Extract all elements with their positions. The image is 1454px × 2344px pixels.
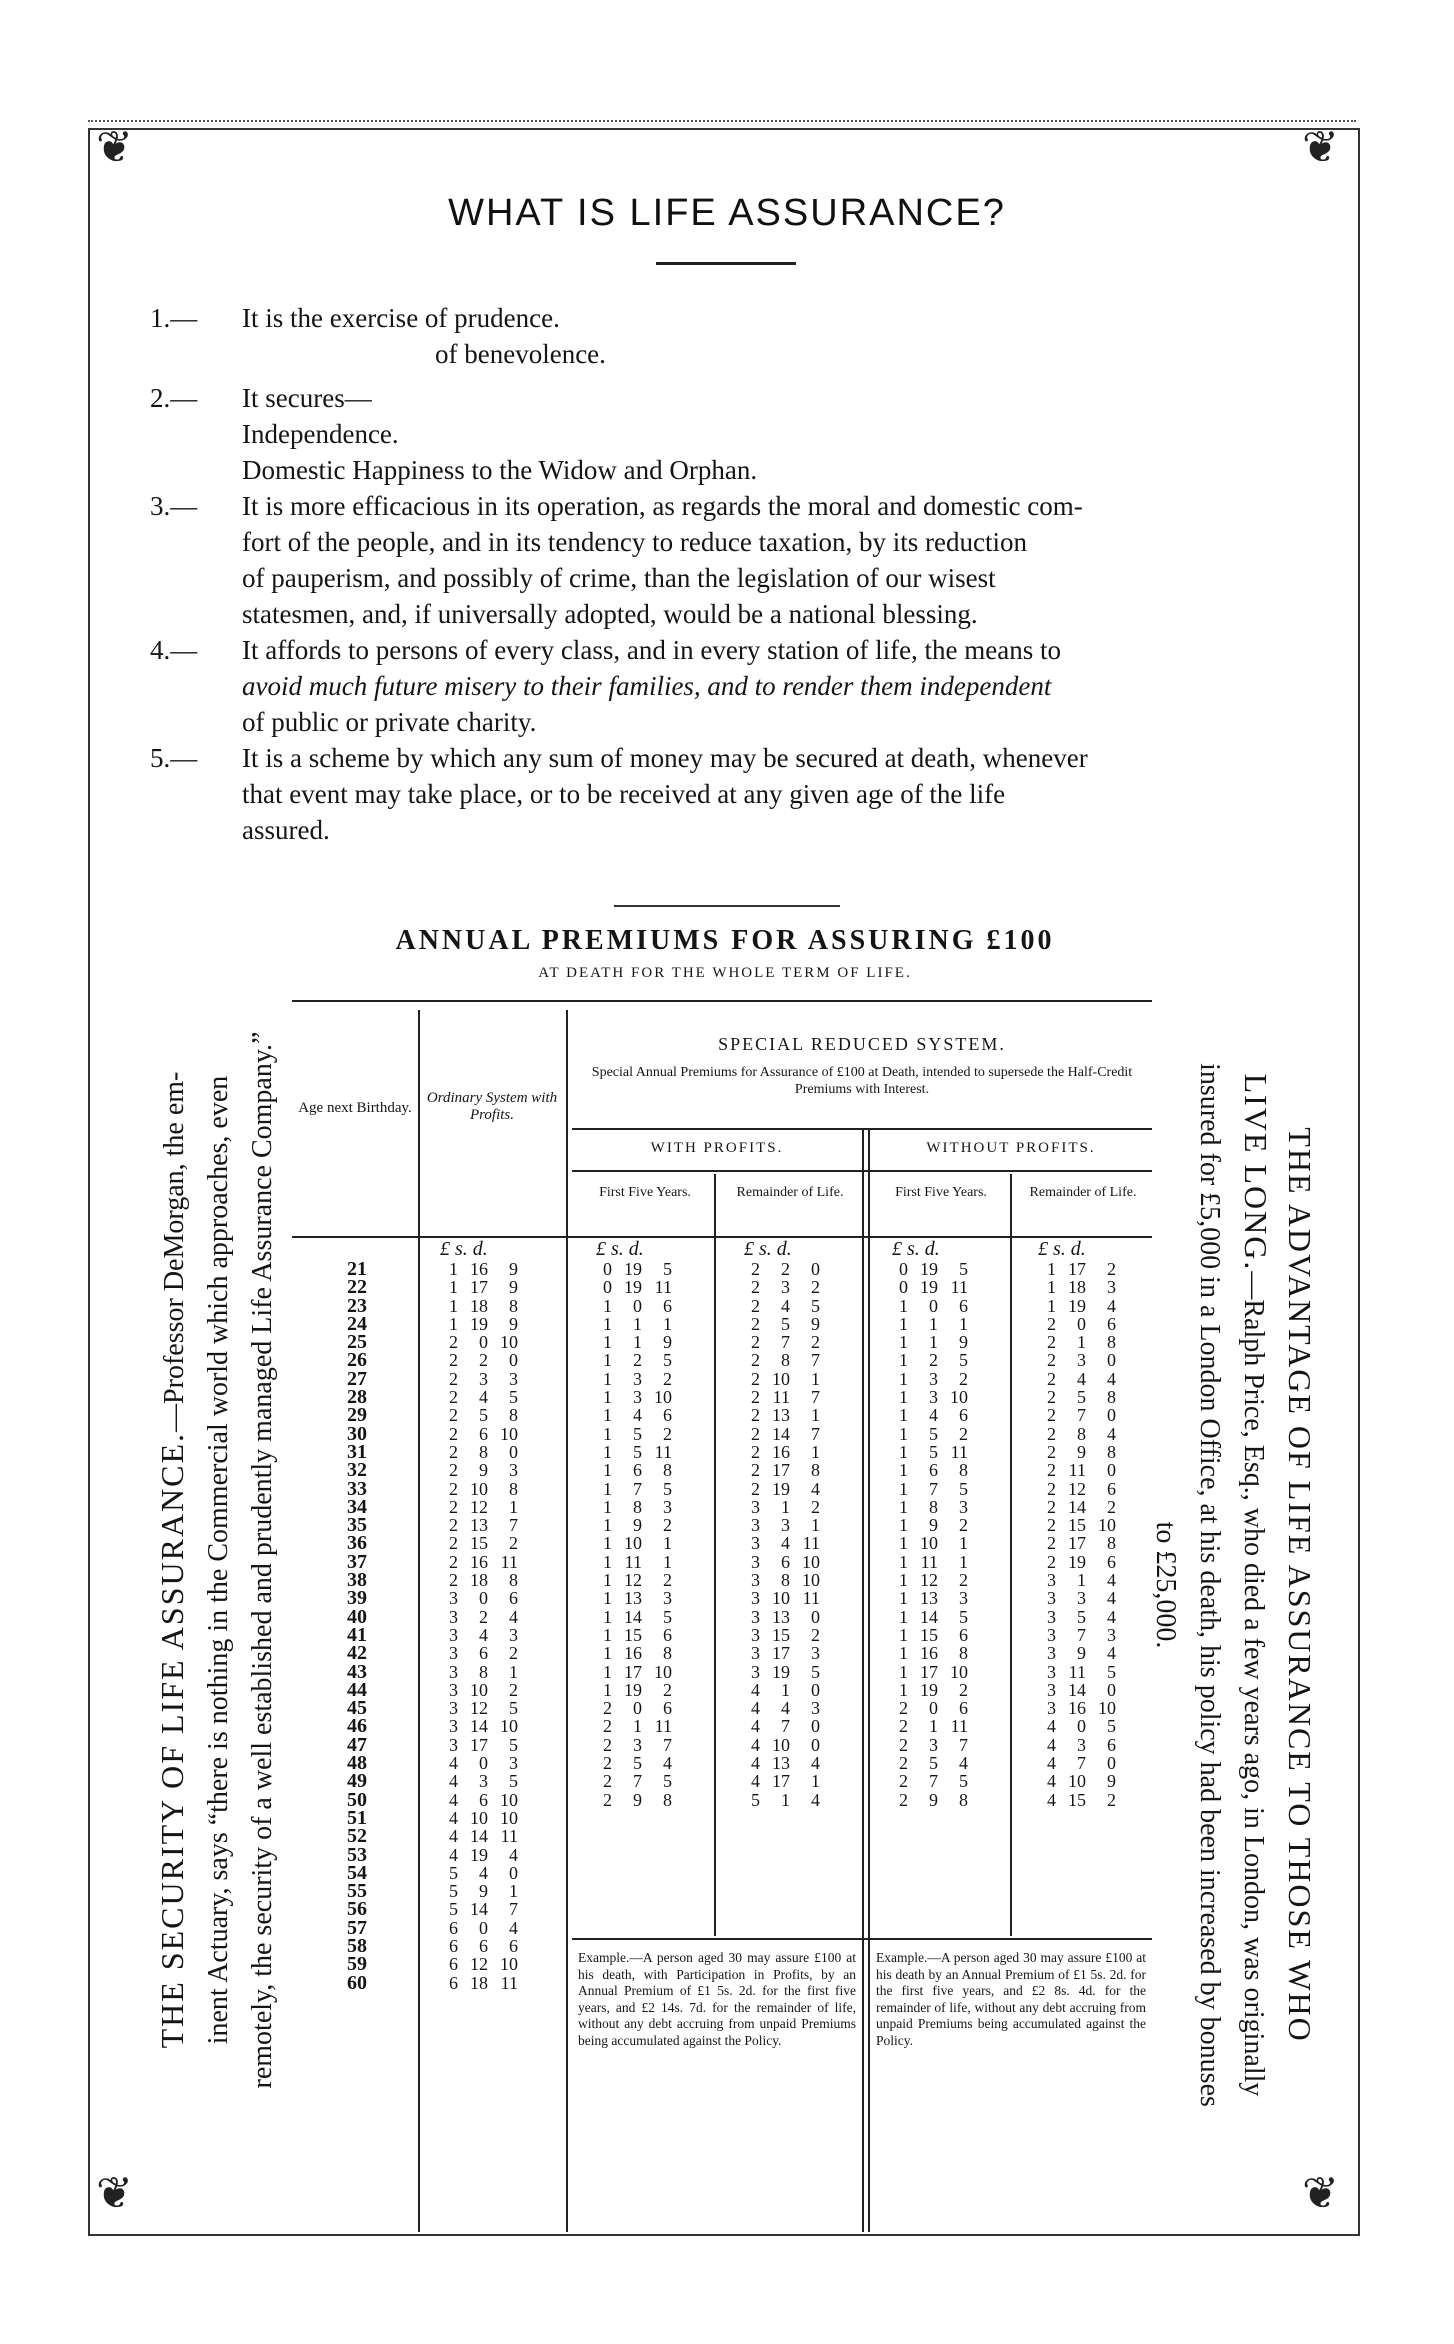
table-cell: 59 <box>347 1953 367 1976</box>
without-profits-header: WITHOUT PROFITS. <box>926 1140 1096 1156</box>
table-cell: 2 9 8 <box>1047 1441 1116 1462</box>
table-cell: 2 16 11 <box>449 1551 518 1572</box>
table-cell: 1 10 1 <box>899 1533 968 1554</box>
table-cell: 2 19 4 <box>751 1478 820 1499</box>
wop-first-currency-header: £ s. d. <box>892 1238 940 1260</box>
table-cell: 2 3 2 <box>751 1277 820 1298</box>
table-cell: 1 5 2 <box>899 1423 968 1444</box>
table-cell: 2 15 2 <box>449 1533 518 1554</box>
right-sidebar-advantage <box>1143 925 1322 2245</box>
ornament-bottom-left-icon: ❦ <box>96 2169 133 2218</box>
table-cell: 4 10 0 <box>751 1734 820 1755</box>
table-cell: 1 17 9 <box>449 1277 518 1298</box>
wop-rem-column <box>1034 1260 1134 1809</box>
table-cell: 2 5 4 <box>899 1753 968 1774</box>
table-cell: 1 18 8 <box>449 1295 518 1316</box>
table-cell: 38 <box>347 1569 367 1592</box>
point-line: Independence. <box>242 419 399 449</box>
ornament-top-right-icon: ❦ <box>1302 123 1339 172</box>
left-sidebar-line-3: remotely, the security of a well established and prudently managed Life Assurance Company.” <box>247 1031 278 2089</box>
table-cell: 0 19 5 <box>899 1259 968 1279</box>
table-cell: 1 16 8 <box>603 1643 672 1664</box>
table-rule <box>292 1236 1152 1238</box>
table-subtitle: AT DEATH FOR THE WHOLE TERM OF LIFE. <box>538 965 912 981</box>
table-cell: 1 5 11 <box>899 1441 968 1462</box>
table-cell: 4 10 10 <box>449 1807 518 1828</box>
table-cell: 6 12 10 <box>449 1954 518 1975</box>
table-cell: 46 <box>347 1715 367 1738</box>
point-line: It is the exercise of prudence. <box>242 303 560 333</box>
table-cell: 2 12 6 <box>1047 1478 1116 1499</box>
table-cell: 4 3 5 <box>449 1771 518 1792</box>
point-line: It is more efficacious in its operation, as regards the moral and domestic com- <box>242 491 1083 521</box>
table-cell: 0 19 5 <box>603 1259 672 1279</box>
age-column <box>322 1260 392 1992</box>
table-cell: 1 11 1 <box>603 1551 672 1572</box>
table-cell: 1 8 3 <box>899 1496 968 1517</box>
table-cell: 1 9 2 <box>603 1515 672 1536</box>
table-cell: 1 19 2 <box>899 1679 968 1700</box>
table-cell: 3 9 4 <box>1047 1643 1116 1664</box>
table-cell: 3 16 10 <box>1047 1698 1116 1719</box>
table-cell: 4 13 4 <box>751 1753 820 1774</box>
table-cell: 23 <box>347 1294 367 1317</box>
table-cell: 1 6 8 <box>899 1460 968 1481</box>
table-cell: 26 <box>347 1349 367 1372</box>
table-cell: 37 <box>347 1550 367 1573</box>
table-col-divider <box>714 1174 716 1936</box>
table-cell: 1 17 2 <box>1047 1259 1116 1279</box>
table-cell: 6 0 4 <box>449 1917 518 1938</box>
table-col-divider <box>868 1130 870 2232</box>
table-cell: 31 <box>347 1440 367 1463</box>
table-cell: 2 4 4 <box>1047 1368 1116 1389</box>
table-cell: 1 1 1 <box>899 1313 968 1334</box>
table-cell: 2 4 5 <box>751 1295 820 1316</box>
table-cell: 2 1 11 <box>899 1716 968 1737</box>
table-cell: 2 19 6 <box>1047 1551 1116 1572</box>
table-cell: 24 <box>347 1312 367 1335</box>
table-cell: 45 <box>347 1697 367 1720</box>
table-rule <box>292 1000 1152 1002</box>
table-cell: 2 7 5 <box>603 1771 672 1792</box>
table-cell: 1 15 6 <box>603 1624 672 1645</box>
table-cell: 1 15 6 <box>899 1624 968 1645</box>
table-cell: 1 6 8 <box>603 1460 672 1481</box>
table-cell: 1 0 6 <box>603 1295 672 1316</box>
table-cell: 1 5 11 <box>603 1441 672 1462</box>
table-cell: 4 7 0 <box>751 1716 820 1737</box>
table-cell: 21 <box>347 1258 367 1280</box>
table-cell: 1 3 2 <box>899 1368 968 1389</box>
table-cell: 2 0 10 <box>449 1332 518 1353</box>
table-cell: 6 6 6 <box>449 1935 518 1956</box>
table-title: ANNUAL PREMIUMS FOR ASSURING £100 <box>395 925 1055 956</box>
left-sidebar-line-1 <box>150 900 197 2220</box>
table-cell: 25 <box>347 1331 367 1354</box>
table-cell: 50 <box>347 1788 367 1811</box>
table-cell: 2 5 4 <box>603 1753 672 1774</box>
age-header: Age next Birthday. <box>298 1100 412 1116</box>
table-cell: 51 <box>347 1806 367 1829</box>
table-cell: 3 10 11 <box>751 1588 820 1609</box>
table-cell: 2 8 0 <box>449 1441 518 1462</box>
table-cell: 2 1 11 <box>603 1716 672 1737</box>
table-cell: 3 3 4 <box>1047 1588 1116 1609</box>
table-cell: 2 11 0 <box>1047 1460 1116 1481</box>
table-cell: 3 7 3 <box>1047 1624 1116 1645</box>
point-number: 1.— <box>150 303 198 333</box>
wop-first-five-header: First Five Years. <box>895 1185 987 1200</box>
table-cell: 32 <box>347 1459 367 1482</box>
table-cell: 2 6 10 <box>449 1423 518 1444</box>
table-cell: 2 9 3 <box>449 1460 518 1481</box>
point-line: It is a scheme by which any sum of money may be secured at death, whenever <box>242 743 1088 773</box>
table-cell: 1 10 1 <box>603 1533 672 1554</box>
table-cell: 3 10 2 <box>449 1679 518 1700</box>
table-cell: 1 7 5 <box>603 1478 672 1499</box>
table-cell: 40 <box>347 1605 367 1628</box>
table-cell: 1 5 2 <box>603 1423 672 1444</box>
table-cell: 39 <box>347 1587 367 1610</box>
right-sidebar-line-3: insured for £5,000 in a London Office, at his death, his policy had been increased by bonuses <box>1194 1063 1225 2107</box>
table-cell: 2 5 9 <box>751 1313 820 1334</box>
table-cell: 48 <box>347 1752 367 1775</box>
intro-point-1 <box>150 300 1300 372</box>
table-cell: 2 5 8 <box>449 1405 518 1426</box>
ordinary-currency-header: £ s. d. <box>440 1238 488 1260</box>
table-cell: 2 5 8 <box>1047 1387 1116 1408</box>
table-cell: 30 <box>347 1422 367 1445</box>
table-cell: 2 9 8 <box>899 1789 968 1810</box>
table-cell: 2 14 2 <box>1047 1496 1116 1517</box>
wp-rem-currency-header: £ s. d. <box>744 1238 792 1260</box>
table-cell: 1 16 9 <box>449 1259 518 1279</box>
table-cell: 4 3 6 <box>1047 1734 1116 1755</box>
table-cell: 4 14 11 <box>449 1826 518 1847</box>
table-cell: 1 1 9 <box>603 1332 672 1353</box>
table-cell: 1 12 2 <box>603 1570 672 1591</box>
table-cell: 2 16 1 <box>751 1441 820 1462</box>
with-profits-header: WITH PROFITS. <box>650 1140 784 1156</box>
table-col-divider <box>862 1130 864 2232</box>
table-cell: 3 1 4 <box>1047 1570 1116 1591</box>
table-cell: 2 10 1 <box>751 1368 820 1389</box>
point-number: 2.— <box>150 383 198 413</box>
point-line: Domestic Happiness to the Widow and Orphan. <box>242 455 758 485</box>
left-sidebar-line-2: inent Actuary, says “there is nothing in the Commercial world which approaches, even <box>203 1075 234 2045</box>
point-line: fort of the people, and in its tendency to reduce taxation, by its reduction <box>242 527 1028 557</box>
wp-first-column <box>590 1260 690 1809</box>
table-cell: 3 13 0 <box>751 1606 820 1627</box>
table-cell: 3 4 3 <box>449 1624 518 1645</box>
table-cell: 42 <box>347 1642 367 1665</box>
point-line: of public or private charity. <box>242 707 537 737</box>
section-rule <box>614 905 840 907</box>
table-cell: 3 4 11 <box>751 1533 820 1554</box>
table-cell: 2 18 8 <box>449 1570 518 1591</box>
table-cell: 36 <box>347 1532 367 1555</box>
table-cell: 1 4 6 <box>899 1405 968 1426</box>
table-cell: 1 2 5 <box>899 1350 968 1371</box>
table-cell: 3 17 5 <box>449 1734 518 1755</box>
table-cell: 54 <box>347 1861 367 1884</box>
point-number: 3.— <box>150 491 198 521</box>
table-cell: 2 8 4 <box>1047 1423 1116 1444</box>
point-line: assured. <box>242 815 330 845</box>
table-cell: 6 18 11 <box>449 1972 518 1993</box>
table-cell: 3 19 5 <box>751 1661 820 1682</box>
table-cell: 53 <box>347 1843 367 1866</box>
table-cell: 0 19 11 <box>899 1277 968 1298</box>
point-number: 5.— <box>150 743 198 773</box>
right-sidebar-text: —Ralph Price, Esq., who died a few years ago, in London, was originally <box>1238 1271 1269 2097</box>
table-cell: 3 17 3 <box>751 1643 820 1664</box>
table-cell: 3 14 10 <box>449 1716 518 1737</box>
table-cell: 2 4 5 <box>449 1387 518 1408</box>
table-cell: 2 2 0 <box>751 1259 820 1279</box>
table-cell: 4 7 0 <box>1047 1753 1116 1774</box>
point-line: that event may take place, or to be received at any given age of the life <box>242 779 1006 809</box>
table-cell: 2 10 8 <box>449 1478 518 1499</box>
table-cell: 55 <box>347 1880 367 1903</box>
table-cell: 2 0 6 <box>899 1698 968 1719</box>
table-cell: 35 <box>347 1514 367 1537</box>
table-cell: 2 2 0 <box>449 1350 518 1371</box>
table-cell: 4 1 0 <box>751 1679 820 1700</box>
table-cell: 1 1 1 <box>603 1313 672 1334</box>
wp-first-currency-header: £ s. d. <box>596 1238 644 1260</box>
table-cell: 1 14 5 <box>603 1606 672 1627</box>
table-cell: 58 <box>347 1934 367 1957</box>
table-cell: 2 9 8 <box>603 1789 672 1810</box>
table-cell: 1 3 10 <box>899 1387 968 1408</box>
table-cell: 2 8 7 <box>751 1350 820 1371</box>
table-cell: 56 <box>347 1898 367 1921</box>
right-sidebar-heading: THE ADVANTAGE OF LIFE ASSURANCE TO THOSE WHO <box>1282 1127 1318 2043</box>
intro-point-4 <box>150 632 1300 740</box>
table-col-divider <box>1010 1174 1012 1936</box>
right-sidebar-line-2 <box>1231 925 1278 2245</box>
table-cell: 4 0 3 <box>449 1753 518 1774</box>
left-sidebar-security <box>150 900 285 2220</box>
table-cell: 3 8 10 <box>751 1570 820 1591</box>
table-cell: 2 0 6 <box>1047 1313 1116 1334</box>
point-line: It affords to persons of every class, and in every station of life, the means to <box>242 635 1062 665</box>
table-cell: 1 17 10 <box>899 1661 968 1682</box>
top-border-rule <box>88 120 1356 122</box>
table-cell: 49 <box>347 1770 367 1793</box>
table-cell: 1 14 5 <box>899 1606 968 1627</box>
table-cell: 1 19 4 <box>1047 1295 1116 1316</box>
table-cell: 44 <box>347 1678 367 1701</box>
table-cell: 1 4 6 <box>603 1405 672 1426</box>
table-cell: 3 5 4 <box>1047 1606 1116 1627</box>
point-line: It secures— <box>242 383 372 413</box>
table-cell: 3 12 5 <box>449 1698 518 1719</box>
table-cell: 2 13 7 <box>449 1515 518 1536</box>
table-cell: 5 14 7 <box>449 1899 518 1920</box>
special-system-header: SPECIAL REDUCED SYSTEM. <box>718 1034 1006 1054</box>
table-cell: 1 3 10 <box>603 1387 672 1408</box>
left-sidebar-text: —Professor DeMorgan, the em- <box>159 1071 190 1432</box>
table-cell: 60 <box>347 1971 367 1994</box>
table-cell: 1 1 9 <box>899 1332 968 1353</box>
table-cell: 4 15 2 <box>1047 1789 1116 1810</box>
table-cell: 57 <box>347 1916 367 1939</box>
table-cell: 2 11 7 <box>751 1387 820 1408</box>
point-number: 4.— <box>150 635 198 665</box>
table-cell: 3 8 1 <box>449 1661 518 1682</box>
table-cell: 2 7 2 <box>751 1332 820 1353</box>
table-cell: 29 <box>347 1404 367 1427</box>
table-cell: 1 17 10 <box>603 1661 672 1682</box>
example-with-profits: Example.—A person aged 30 may assure £100 at his death, with Participation in Profits, by an Annual Premium of £1 5s. 2d. for the first five years, and £2 14s. 7d. for the remainder of life, without any debt accruing from unpaid Premiums being accumulated against the Policy. <box>578 1950 856 2048</box>
table-cell: 1 13 3 <box>899 1588 968 1609</box>
table-cell: 2 14 7 <box>751 1423 820 1444</box>
wop-remainder-header: Remainder of Life. <box>1029 1185 1137 1200</box>
table-cell: 1 16 8 <box>899 1643 968 1664</box>
table-cell: 43 <box>347 1660 367 1683</box>
table-col-divider <box>418 1010 420 2232</box>
table-cell: 2 12 1 <box>449 1496 518 1517</box>
table-cell: 3 14 0 <box>1047 1679 1116 1700</box>
table-cell: 33 <box>347 1477 367 1500</box>
ornament-top-left-icon: ❦ <box>96 123 133 172</box>
table-cell: 4 17 1 <box>751 1771 820 1792</box>
table-cell: 2 3 3 <box>449 1368 518 1389</box>
table-cell: 1 0 6 <box>899 1295 968 1316</box>
table-cell: 0 19 11 <box>603 1277 672 1298</box>
intro-point-5 <box>150 740 1300 848</box>
right-sidebar-line-4: to £25,000. <box>1150 1521 1181 1649</box>
table-cell: 5 9 1 <box>449 1881 518 1902</box>
table-cell: 4 0 5 <box>1047 1716 1116 1737</box>
point-line: avoid much future misery to their families, and to render them independent <box>242 671 1052 701</box>
table-cell: 3 1 2 <box>751 1496 820 1517</box>
table-cell: 47 <box>347 1733 367 1756</box>
table-cell: 34 <box>347 1495 367 1518</box>
table-cell: 2 0 6 <box>603 1698 672 1719</box>
page-title: WHAT IS LIFE ASSURANCE? <box>448 192 1006 234</box>
point-line: of pauperism, and possibly of crime, than the legislation of our wisest <box>242 563 996 593</box>
table-cell: 3 0 6 <box>449 1588 518 1609</box>
table-cell: 4 19 4 <box>449 1844 518 1865</box>
title-rule <box>656 262 796 265</box>
table-cell: 41 <box>347 1623 367 1646</box>
table-cell: 5 1 4 <box>751 1789 820 1810</box>
wp-first-five-header: First Five Years. <box>599 1185 691 1200</box>
table-cell: 2 17 8 <box>751 1460 820 1481</box>
special-system-desc: Special Annual Premiums for Assurance of £100 at Death, intended to supersede the Half-Credit Premiums with Interest. <box>591 1065 1133 1097</box>
ornament-bottom-right-icon: ❦ <box>1302 2169 1339 2218</box>
table-cell: 1 2 5 <box>603 1350 672 1371</box>
table-cell: 4 10 9 <box>1047 1771 1116 1792</box>
table-cell: 1 18 3 <box>1047 1277 1116 1298</box>
ordinary-column <box>436 1260 536 1992</box>
table-cell: 3 6 10 <box>751 1551 820 1572</box>
point-line: of benevolence. <box>435 339 606 369</box>
table-cell: 2 3 7 <box>603 1734 672 1755</box>
right-sidebar-subheading: LIVE LONG. <box>1238 1073 1274 1272</box>
table-cell: 52 <box>347 1825 367 1848</box>
table-col-divider <box>566 1010 568 2232</box>
example-without-profits: Example.—A person aged 30 may assure £100 at his death by an Annual Premium of £1 5s. 2d. for the first five years, and £2 8s. 4d. for the remainder of life, without any debt accruing from unpaid Premiums being accumulated against the Policy. <box>876 1950 1146 2048</box>
table-cell: 1 12 2 <box>899 1570 968 1591</box>
table-cell: 5 4 0 <box>449 1862 518 1883</box>
table-cell: 22 <box>347 1276 367 1299</box>
table-cell: 1 19 9 <box>449 1313 518 1334</box>
table-cell: 3 11 5 <box>1047 1661 1116 1682</box>
table-cell: 27 <box>347 1367 367 1390</box>
table-cell: 1 13 3 <box>603 1588 672 1609</box>
table-cell: 2 3 0 <box>1047 1350 1116 1371</box>
table-cell: 4 4 3 <box>751 1698 820 1719</box>
table-cell: 1 3 2 <box>603 1368 672 1389</box>
table-cell: 1 19 2 <box>603 1679 672 1700</box>
table-cell: 1 7 5 <box>899 1478 968 1499</box>
table-cell: 2 7 0 <box>1047 1405 1116 1426</box>
point-line: statesmen, and, if universally adopted, would be a national blessing. <box>242 599 978 629</box>
table-cell: 3 6 2 <box>449 1643 518 1664</box>
table-cell: 2 7 5 <box>899 1771 968 1792</box>
table-cell: 2 3 7 <box>899 1734 968 1755</box>
table-cell: 3 15 2 <box>751 1624 820 1645</box>
table-cell: 28 <box>347 1386 367 1409</box>
table-cell: 2 17 8 <box>1047 1533 1116 1554</box>
wp-rem-column <box>738 1260 838 1809</box>
table-cell: 2 15 10 <box>1047 1515 1116 1536</box>
wop-rem-currency-header: £ s. d. <box>1038 1238 1086 1260</box>
table-cell: 1 11 1 <box>899 1551 968 1572</box>
table-cell: 2 13 1 <box>751 1405 820 1426</box>
table-cell: 3 2 4 <box>449 1606 518 1627</box>
intro-point-2 <box>150 380 1300 488</box>
ordinary-header: Ordinary System with Profits. <box>426 1090 558 1123</box>
wop-first-column <box>886 1260 986 1809</box>
table-cell: 1 9 2 <box>899 1515 968 1536</box>
wp-remainder-header: Remainder of Life. <box>736 1185 844 1200</box>
table-cell: 2 1 8 <box>1047 1332 1116 1353</box>
table-cell: 1 8 3 <box>603 1496 672 1517</box>
left-sidebar-heading: THE SECURITY OF LIFE ASSURANCE. <box>154 1431 190 2049</box>
table-cell: 4 6 10 <box>449 1789 518 1810</box>
intro-point-3 <box>150 488 1300 632</box>
intro-list <box>150 300 1300 848</box>
table-cell: 3 3 1 <box>751 1515 820 1536</box>
